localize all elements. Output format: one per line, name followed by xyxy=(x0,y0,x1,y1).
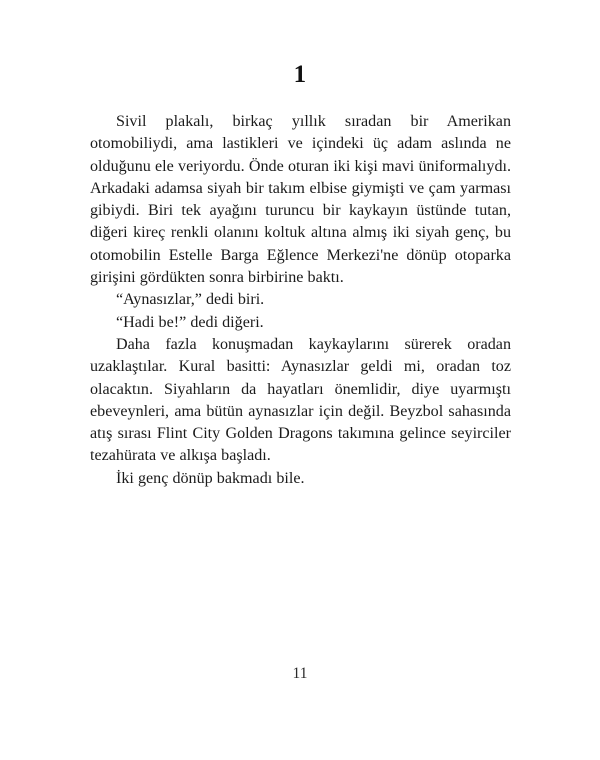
chapter-heading: 1 xyxy=(293,61,307,88)
paragraph: “Hadi be!” dedi diğeri. xyxy=(116,313,264,331)
paragraph: İki genç dönüp bakmadı bile. xyxy=(116,469,305,487)
paragraph: “Aynasızlar,” dedi biri. xyxy=(116,291,265,309)
paragraph: Sivil plakalı, birkaç yıllık sıradan bir Amerikan otomobiliydi, ama lastikleri ve içindeki üç adam aslında ne olduğunu ele veriyordu. Önde oturan iki kişi mavi üniformalıydı. Arkadaki adamsa siyah bir takım elbise giymişti ve çam yarması gibiydi. Biri tek ayağını turuncu bir kaykayın üstünde tutan, diğeri kireç renkli olanını koltuk altına almış iki siyah genç, bu otomobilin Estelle Barga Eğlence Merkezi'ne dönüp otoparka girişini gördükten sonra birbirine baktı. xyxy=(90,113,511,287)
page-number: 11 xyxy=(292,665,308,682)
body-text-block xyxy=(90,111,511,490)
paragraph: Daha fazla konuşmadan kaykaylarını sürerek oradan uzaklaştılar. Kural basitti: Aynasızlar geldi mi, oradan toz olacaktın. Siyahların da hayatları önemlidir, diye uyarmıştı ebeveynleri, ama bütün aynasızlar için değil. Beyzbol sahasında atış sırası Flint City Golden Dragons takımına gelince seyirciler tezahürata ve alkışa başladı. xyxy=(90,335,511,465)
